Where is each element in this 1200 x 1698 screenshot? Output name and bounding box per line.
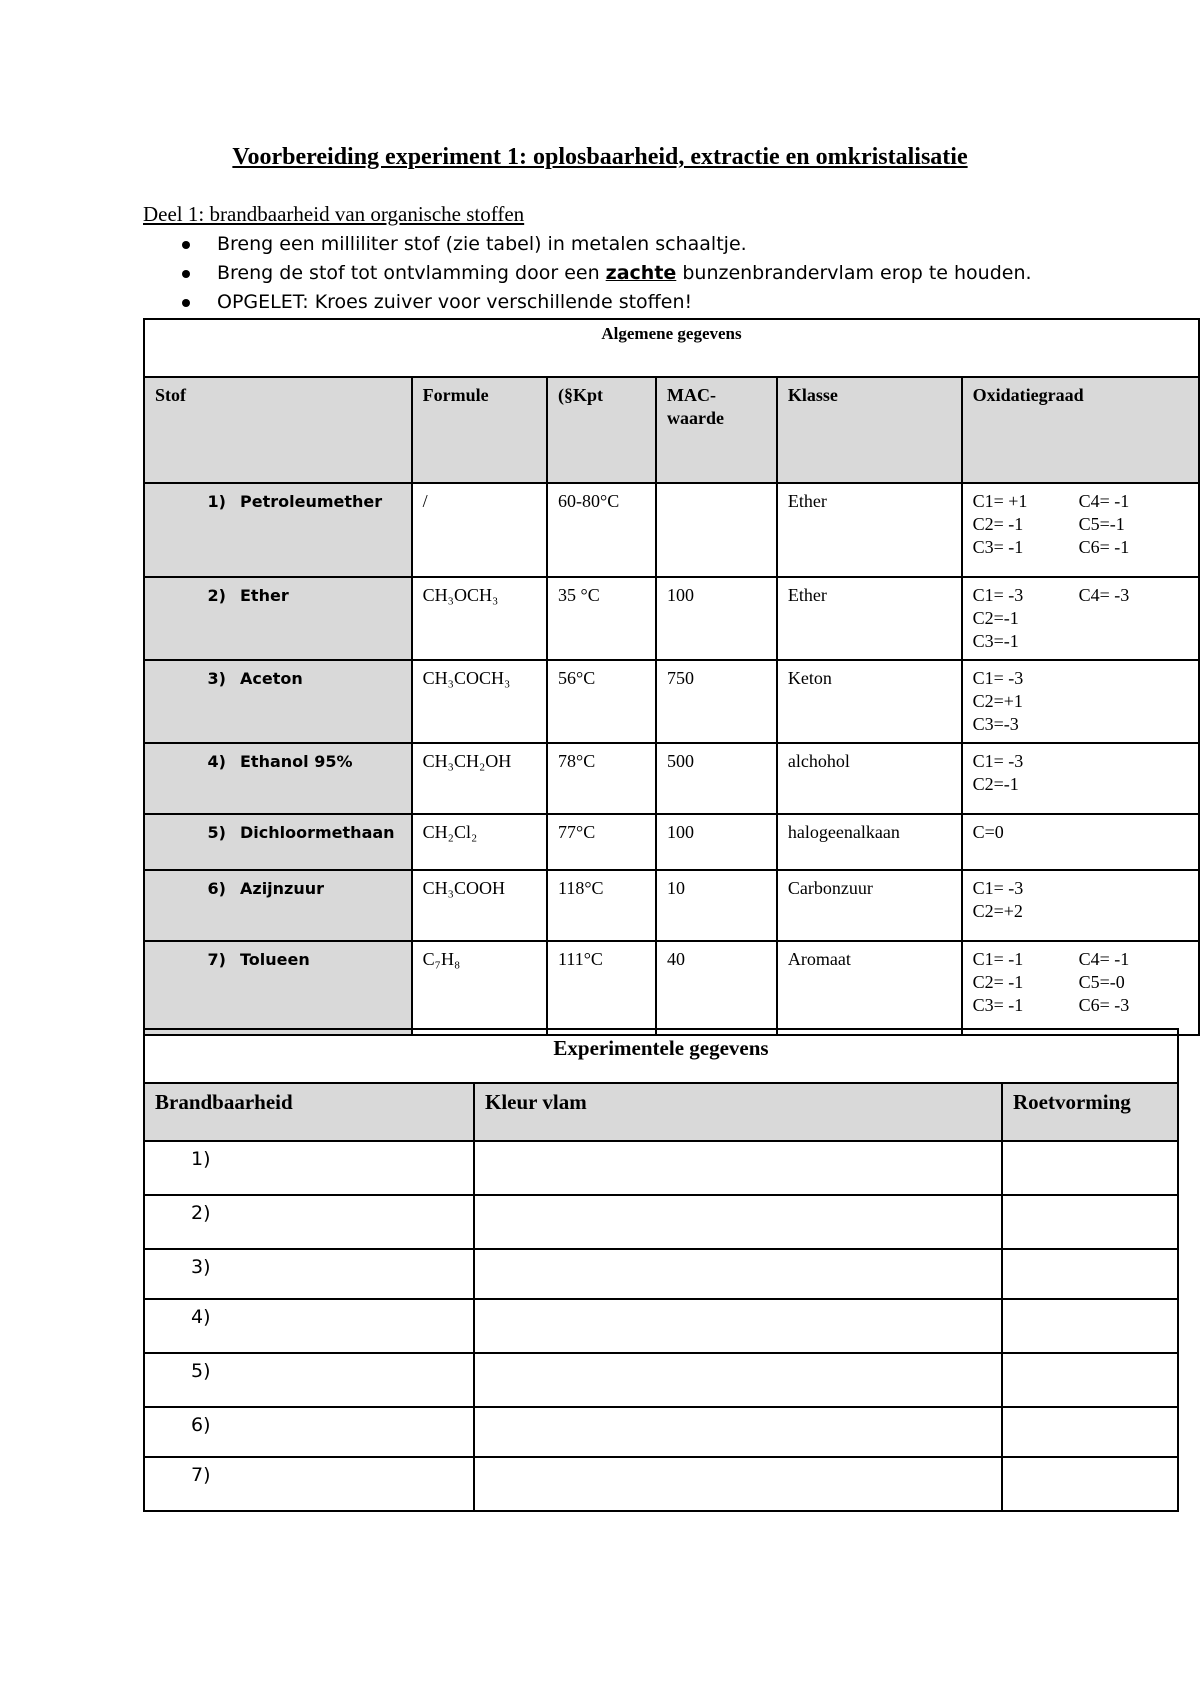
- formula-cell: CH₂Cl₂: [412, 814, 547, 870]
- formula-cell: CH₃CH₂OH: [412, 743, 547, 814]
- soot-cell[interactable]: [1002, 1299, 1178, 1353]
- instruction-item: OPGELET: Kroes zuiver voor verschillende stoffen!: [143, 288, 1032, 317]
- flame-color-cell[interactable]: [474, 1249, 1002, 1299]
- formula-cell: CH₃COOH: [412, 870, 547, 941]
- mac-cell: 500: [656, 743, 777, 814]
- table-row: [144, 1249, 1178, 1299]
- class-cell: halogeenalkaan: [777, 814, 962, 870]
- boiling-point-cell: 56°C: [547, 660, 656, 743]
- formula-cell: /: [412, 483, 547, 577]
- class-cell: alchohol: [777, 743, 962, 814]
- boiling-point-cell: 60-80°C: [547, 483, 656, 577]
- substance-cell: 1) Petroleumether: [144, 483, 412, 577]
- row-label: 4): [144, 1299, 474, 1353]
- oxidation-cell: C1= -3 C2=+2: [962, 870, 1199, 941]
- column-header: Kleur vlam: [474, 1083, 1002, 1141]
- table-row: [144, 1299, 1178, 1353]
- oxidation-cell: C1= +1 C4= -1 C2= -1 C5=-1 C3= -1 C6= -1: [962, 483, 1199, 577]
- column-header: Stof: [144, 377, 412, 483]
- bullet-icon: [182, 241, 190, 249]
- table-row: [144, 870, 1199, 941]
- boiling-point-cell: 78°C: [547, 743, 656, 814]
- instruction-item: Breng een milliliter stof (zie tabel) in metalen schaaltje.: [143, 230, 1032, 259]
- soot-cell[interactable]: [1002, 1195, 1178, 1249]
- mac-cell: 40: [656, 941, 777, 1035]
- table-row: [144, 941, 1199, 1035]
- flame-color-cell[interactable]: [474, 1457, 1002, 1511]
- flame-color-cell[interactable]: [474, 1141, 1002, 1195]
- formula-cell: CH₃OCH₃: [412, 577, 547, 660]
- table-row: [144, 814, 1199, 870]
- column-header: Formule: [412, 377, 547, 483]
- instruction-list: [143, 230, 1032, 317]
- substance-cell: 7) Tolueen: [144, 941, 412, 1035]
- mac-cell: 100: [656, 577, 777, 660]
- substance-cell: 6) Azijnzuur: [144, 870, 412, 941]
- table-row: [144, 1353, 1178, 1407]
- mac-cell: [656, 483, 777, 577]
- boiling-point-cell: 118°C: [547, 870, 656, 941]
- oxidation-cell: C=0: [962, 814, 1199, 870]
- oxidation-cell: C1= -1 C4= -1 C2= -1 C5=-0 C3= -1 C6= -3: [962, 941, 1199, 1035]
- flame-color-cell[interactable]: [474, 1299, 1002, 1353]
- soot-cell[interactable]: [1002, 1457, 1178, 1511]
- section-heading: Deel 1: brandbaarheid van organische stoffen: [143, 202, 525, 226]
- class-cell: Ether: [777, 483, 962, 577]
- boiling-point-cell: 35 °C: [547, 577, 656, 660]
- table-header-row: [144, 1083, 1178, 1141]
- flame-color-cell[interactable]: [474, 1195, 1002, 1249]
- instruction-item: Breng de stof tot ontvlamming door een zachte bunzenbrandervlam erop te houden.: [143, 259, 1032, 288]
- table-title: Algemene gegevens: [144, 319, 1199, 377]
- row-label: 2): [144, 1195, 474, 1249]
- flame-color-cell[interactable]: [474, 1353, 1002, 1407]
- column-header: Brandbaarheid: [144, 1083, 474, 1141]
- table-row: [144, 1141, 1178, 1195]
- general-data-table: [143, 318, 1200, 1036]
- class-cell: Ether: [777, 577, 962, 660]
- emphasis-text: zachte: [605, 262, 677, 284]
- document-title: Voorbereiding experiment 1: oplosbaarheid, extractie en omkristalisatie: [232, 144, 968, 170]
- column-header: Oxidatiegraad: [962, 377, 1199, 483]
- table-header-row: [144, 377, 1199, 483]
- oxidation-cell: C1= -3 C4= -3 C2=-1 C3=-1: [962, 577, 1199, 660]
- row-label: 3): [144, 1249, 474, 1299]
- row-label: 5): [144, 1353, 474, 1407]
- table-row: [144, 1407, 1178, 1457]
- experimental-data-table: [143, 1028, 1179, 1512]
- mac-cell: 100: [656, 814, 777, 870]
- table-row: [144, 483, 1199, 577]
- oxidation-cell: C1= -3 C2=+1 C3=-3: [962, 660, 1199, 743]
- substance-cell: 5) Dichloormethaan: [144, 814, 412, 870]
- table-row: [144, 577, 1199, 660]
- row-label: 7): [144, 1457, 474, 1511]
- soot-cell[interactable]: [1002, 1353, 1178, 1407]
- boiling-point-cell: 111°C: [547, 941, 656, 1035]
- bullet-icon: [182, 270, 190, 278]
- class-cell: Keton: [777, 660, 962, 743]
- formula-cell: CH₃COCH₃: [412, 660, 547, 743]
- row-label: 1): [144, 1141, 474, 1195]
- table-row: [144, 1195, 1178, 1249]
- boiling-point-cell: 77°C: [547, 814, 656, 870]
- flame-color-cell[interactable]: [474, 1407, 1002, 1457]
- column-header: MAC-waarde: [656, 377, 777, 483]
- column-header: (§Kpt: [547, 377, 656, 483]
- mac-cell: 750: [656, 660, 777, 743]
- mac-cell: 10: [656, 870, 777, 941]
- table-row: [144, 660, 1199, 743]
- class-cell: Carbonzuur: [777, 870, 962, 941]
- table-row: [144, 1457, 1178, 1511]
- substance-cell: 3) Aceton: [144, 660, 412, 743]
- table-title: Experimentele gegevens: [144, 1029, 1178, 1083]
- soot-cell[interactable]: [1002, 1249, 1178, 1299]
- class-cell: Aromaat: [777, 941, 962, 1035]
- substance-cell: 4) Ethanol 95%: [144, 743, 412, 814]
- column-header: Roetvorming: [1002, 1083, 1178, 1141]
- bullet-icon: [182, 299, 190, 307]
- column-header: Klasse: [777, 377, 962, 483]
- table-row: [144, 743, 1199, 814]
- substance-cell: 2) Ether: [144, 577, 412, 660]
- oxidation-cell: C1= -3 C2=-1: [962, 743, 1199, 814]
- soot-cell[interactable]: [1002, 1141, 1178, 1195]
- formula-cell: C₇H₈: [412, 941, 547, 1035]
- row-label: 6): [144, 1407, 474, 1457]
- soot-cell[interactable]: [1002, 1407, 1178, 1457]
